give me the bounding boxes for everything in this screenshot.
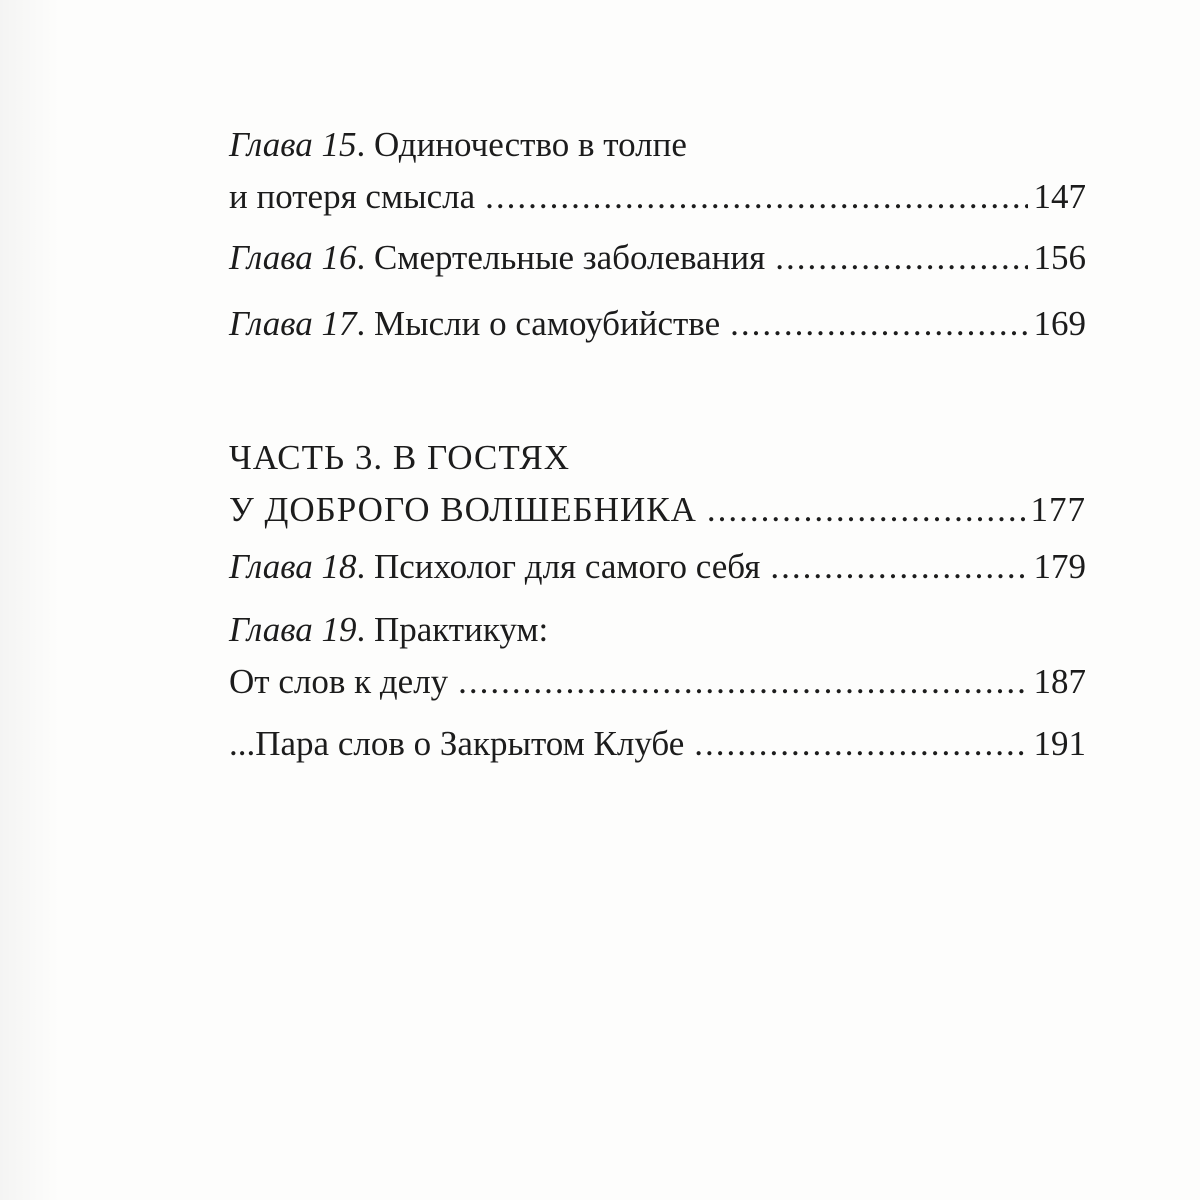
toc-entry-line [229,541,1086,593]
dot-leader [770,541,1027,593]
chapter-title-line1: . Одиночество в толпе [356,125,687,164]
toc-entry-chapter-18[interactable] [229,541,1086,593]
toc-entry-chapter-15[interactable] [229,119,1086,223]
toc-entry-line [229,718,1086,770]
dot-leader [694,718,1027,770]
dot-leader [485,171,1027,223]
chapter-title: . Психолог для самого себя [356,547,761,586]
toc-entry-line [229,119,1086,171]
part-title-line2: У ДОБРОГО ВОЛШЕБНИКА [229,490,697,529]
toc-entry-line [229,484,1086,536]
toc-entry-line [229,232,1086,284]
page-number: 147 [1033,177,1086,216]
chapter-title-line2: и потеря смысла [229,177,476,216]
page-number: 191 [1033,724,1086,763]
part-title-line1: ЧАСТЬ 3. В ГОСТЯХ [229,438,571,477]
toc-entry-line [229,171,1086,223]
dot-leader [707,484,1025,536]
page-number: 187 [1033,662,1086,701]
toc-entry-closed-club[interactable] [229,718,1086,770]
chapter-title: . Мысли о самоубийстве [356,304,721,343]
dot-leader [458,656,1027,708]
chapter-title-line2: От слов к делу [229,662,449,701]
page-number: 169 [1033,304,1086,343]
page-number: 179 [1033,547,1086,586]
chapter-prefix: Глава 15 [229,125,357,164]
dot-leader [775,232,1027,284]
dot-leader [730,298,1027,350]
toc-entry-chapter-16[interactable] [229,232,1086,284]
page-number: 156 [1033,238,1086,277]
toc-entry-chapter-17[interactable] [229,298,1086,350]
chapter-title: . Смертельные заболевания [356,238,766,277]
page-number: 177 [1030,490,1086,529]
toc-entry-chapter-19[interactable] [229,604,1086,708]
entry-title: ...Пара слов о Закрытом Клубе [229,724,685,763]
chapter-title-line1: . Практикум: [356,610,549,649]
chapter-prefix: Глава 17 [229,304,357,343]
chapter-prefix: Глава 18 [229,547,357,586]
chapter-prefix: Глава 19 [229,610,357,649]
toc-entry-part-3[interactable] [229,432,1086,536]
toc-entry-line [229,432,1086,484]
toc-entry-line [229,298,1086,350]
chapter-prefix: Глава 16 [229,238,357,277]
toc-entry-line [229,656,1086,708]
toc-entry-line [229,604,1086,656]
